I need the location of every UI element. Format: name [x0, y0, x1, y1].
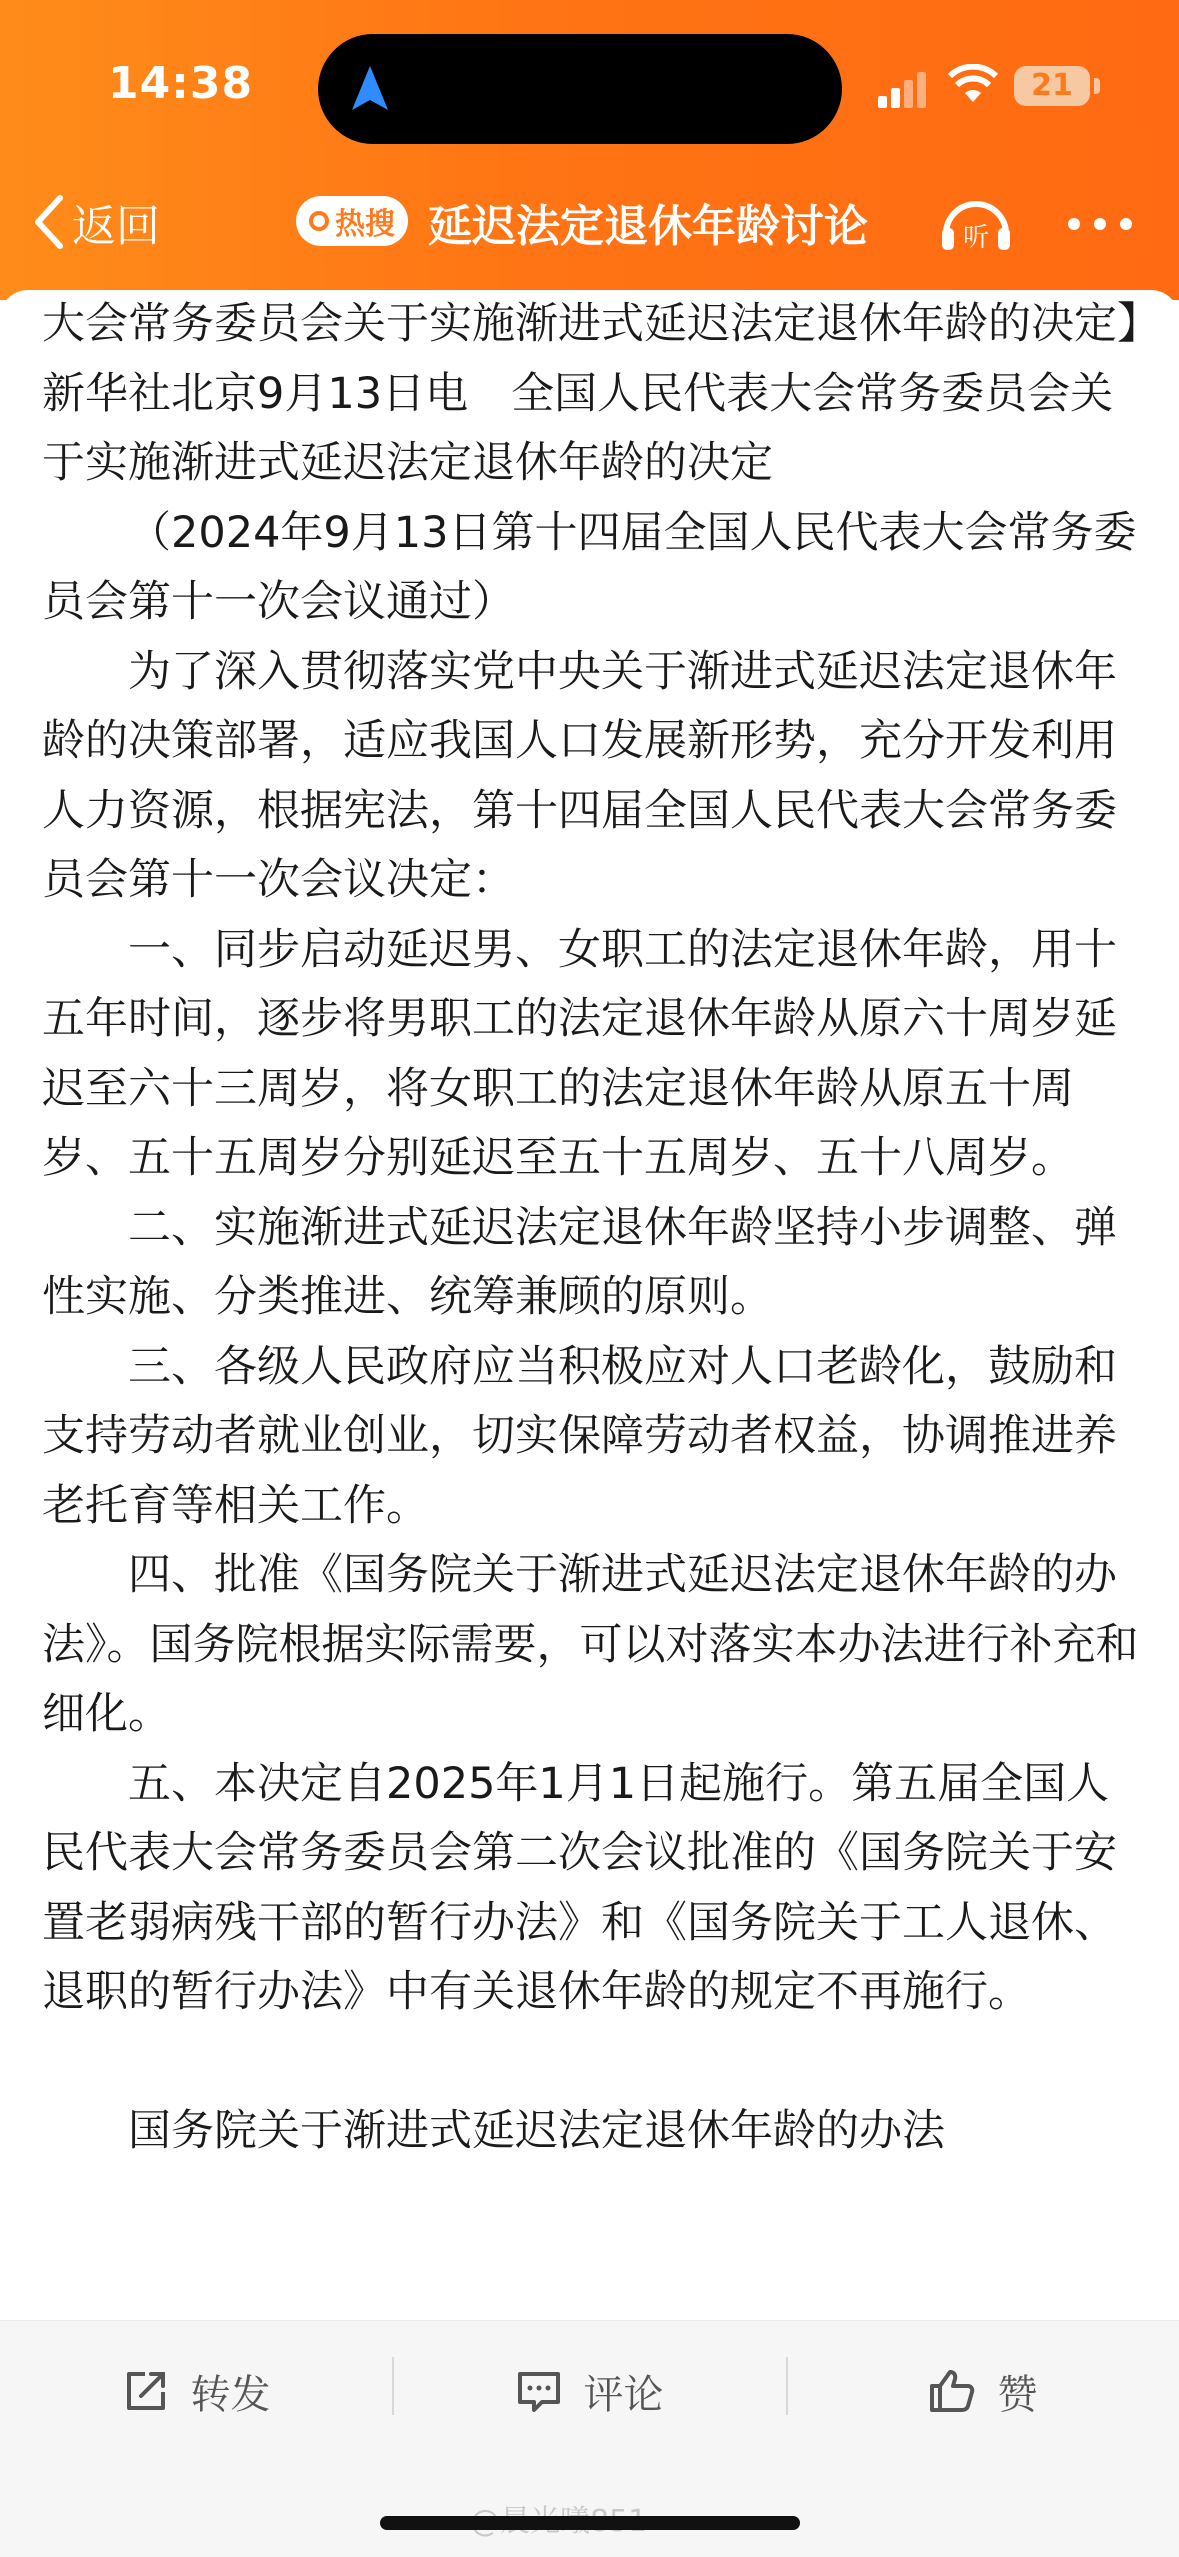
article-paragraph: 大会常务委员会关于实施渐进式延迟法定退休年龄的决定】新华社北京9月13日电 全国人民代表大会常务委员会关于实施渐进式延迟法定退休年龄的决定: [42, 299, 1139, 488]
battery-indicator: 21: [1014, 66, 1090, 106]
status-time: 14:38: [108, 58, 254, 109]
article-paragraph: 为了深入贯彻落实党中央关于渐进式延迟法定退休年龄的决策部署，适应我国人口发展新形势，充分开发利用人力资源，根据宪法，第十四届全国人民代表大会常务委员会第十一次会议决定：: [42, 646, 1117, 905]
article-paragraph: 一、同步启动延迟男、女职工的法定退休年龄，用十五年时间，逐步将男职工的法定退休年龄从原六十周岁延迟至六十三周岁，将女职工的法定退休年龄从原五十周岁、五十五周岁分别延迟至五十五周岁、五十八周岁。: [42, 924, 1117, 1183]
navigation-arrow-icon: [348, 64, 392, 114]
listen-label: 听: [962, 223, 990, 253]
search-icon: [309, 211, 329, 231]
more-dot-icon: [1120, 218, 1132, 230]
paragraph-spacer: [42, 2028, 1142, 2098]
comment-icon: [516, 2368, 562, 2414]
article-section-heading: 国务院关于渐进式延迟法定退休年龄的办法: [128, 2106, 945, 2156]
back-button[interactable]: [32, 190, 160, 254]
page-title: 延迟法定退休年龄讨论: [428, 201, 868, 252]
action-row: [0, 2321, 1179, 2461]
listen-button[interactable]: [938, 190, 1014, 258]
wifi-icon: [948, 64, 998, 104]
comment-label: 评论: [583, 2371, 664, 2418]
like-button[interactable]: [786, 2321, 1179, 2461]
hot-search-badge[interactable]: [296, 196, 408, 246]
article-paragraph: 五、本决定自2025年1月1日起施行。第五届全国人民代表大会常务委员会第二次会议批准的《国务院关于安置老弱病残干部的暂行办法》和《国务院关于工人退休、退职的暂行办法》中有关退休年龄的规定不再施行。: [42, 1758, 1117, 2017]
action-divider: [786, 2357, 788, 2415]
article-paragraph: 四、批准《国务院关于渐进式延迟法定退休年龄的办法》。国务院根据实际需要，可以对落实本办法进行补充和细化。: [42, 1550, 1139, 1739]
more-button[interactable]: [1068, 218, 1132, 230]
home-indicator[interactable]: [380, 2516, 800, 2530]
action-divider: [392, 2357, 394, 2415]
article-body: [42, 290, 1142, 2167]
share-label: 转发: [190, 2371, 271, 2418]
headphones-icon: [938, 190, 1014, 254]
article-card: [0, 290, 1179, 2330]
header: [0, 0, 1179, 300]
share-button[interactable]: [0, 2321, 393, 2461]
more-dot-icon: [1068, 218, 1080, 230]
dynamic-island: [318, 34, 842, 144]
comment-button[interactable]: [393, 2321, 786, 2461]
article-paragraph: （2024年9月13日第十四届全国人民代表大会常务委员会第十一次会议通过）: [42, 507, 1137, 627]
article-paragraph: 三、各级人民政府应当积极应对人口老龄化，鼓励和支持劳动者就业创业，切实保障劳动者权益，协调推进养老托育等相关工作。: [42, 1341, 1117, 1531]
cellular-signal-icon: [878, 72, 928, 108]
thumbs-up-icon: [928, 2368, 976, 2414]
back-label: 返回: [72, 201, 160, 252]
article-paragraph: 二、实施渐进式延迟法定退休年龄坚持小步调整、弹性实施、分类推进、统筹兼顾的原则。: [42, 1202, 1117, 1322]
chevron-left-icon: [32, 194, 66, 250]
battery-cap: [1094, 78, 1100, 94]
share-icon: [123, 2368, 169, 2414]
like-label: 赞: [997, 2371, 1038, 2418]
more-dot-icon: [1094, 218, 1106, 230]
hot-badge-label: 热搜: [335, 207, 395, 242]
